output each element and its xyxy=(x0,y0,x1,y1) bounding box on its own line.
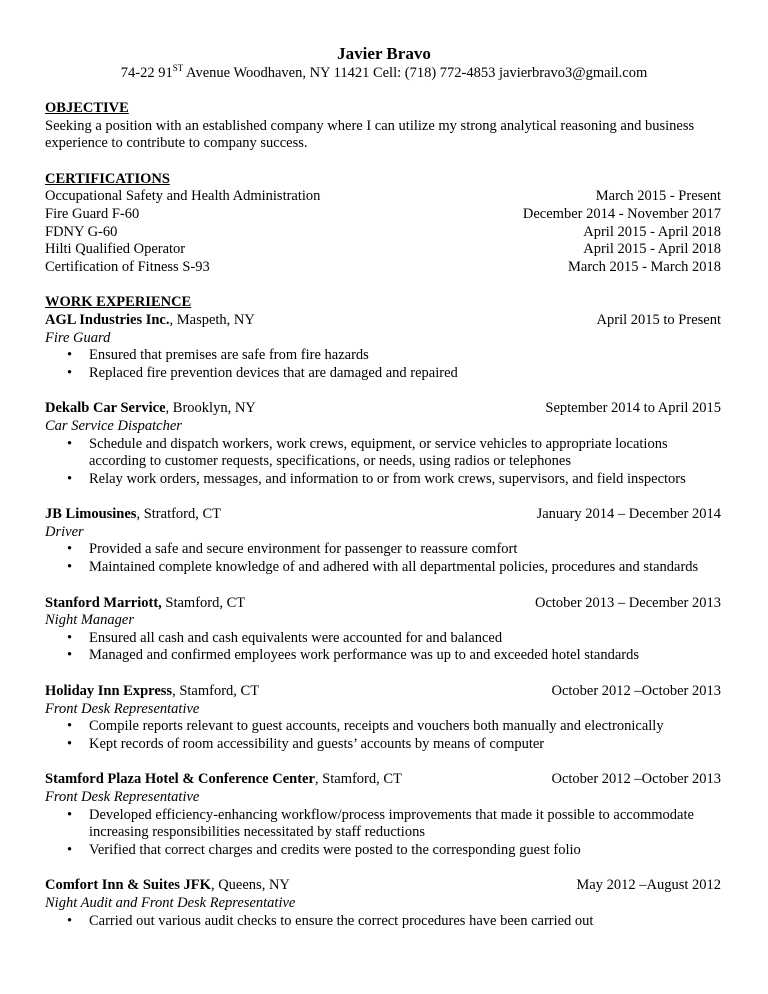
objective-text: Seeking a position with an established company where I can utilize my strong analytical reasoning and business experience to contribute to company success. xyxy=(45,117,695,152)
job-entry xyxy=(45,771,723,859)
work-experience-section xyxy=(45,294,723,930)
job-duties xyxy=(45,436,723,489)
certification-list xyxy=(45,188,723,276)
job-duties xyxy=(45,347,723,382)
certification-row xyxy=(45,259,723,277)
job-dates: October 2012 –October 2013 xyxy=(551,683,721,700)
job-dates: April 2015 to Present xyxy=(596,311,721,328)
certification-name: FDNY G-60 xyxy=(45,223,118,240)
employer-name: Comfort Inn & Suites JFK xyxy=(45,877,211,894)
certification-date: April 2015 - April 2018 xyxy=(583,241,721,258)
job-duties xyxy=(45,913,723,931)
duty-item: • Provided a safe and secure environment for passenger to reassure comfort xyxy=(89,541,723,559)
job-entry xyxy=(45,400,723,488)
duty-item: • Ensured all cash and cash equivalents were accounted for and balanced xyxy=(89,630,723,648)
employer-location: , Stamford, CT xyxy=(172,683,260,700)
employer-location: , Stratford, CT xyxy=(136,506,222,523)
job-duties xyxy=(45,807,723,860)
job-title: Front Desk Representative xyxy=(45,700,200,717)
employer-name: Dekalb Car Service xyxy=(45,400,166,417)
certification-name: Occupational Safety and Health Administration xyxy=(45,188,321,205)
job-entry xyxy=(45,683,723,753)
job-title: Night Manager xyxy=(45,612,135,629)
job-title: Night Audit and Front Desk Representative xyxy=(45,894,296,911)
certification-date: March 2015 - March 2018 xyxy=(567,258,721,275)
job-employer-line xyxy=(45,400,256,418)
duty-item: • Replaced fire prevention devices that are damaged and repaired xyxy=(89,365,723,383)
job-employer-line xyxy=(45,877,290,895)
job-entry xyxy=(45,506,723,576)
job-header xyxy=(45,595,723,613)
job-duties xyxy=(45,630,723,665)
job-employer-line xyxy=(45,312,255,330)
certification-row xyxy=(45,206,723,224)
job-employer-line xyxy=(45,771,402,789)
employer-location: Stamford, CT xyxy=(161,594,246,611)
resume-name: Javier Bravo xyxy=(337,44,431,63)
resume-page xyxy=(45,44,723,930)
duty-item: • Schedule and dispatch workers, work crews, equipment, or service vehicles to appropriate locations according to customer requests, specifications, or needs, using radios or telephones xyxy=(89,436,723,471)
duty-item: • Compile reports relevant to guest accounts, receipts and vouchers both manually and electronically xyxy=(89,718,723,736)
objective-heading: OBJECTIVE xyxy=(45,100,129,116)
job-header xyxy=(45,312,723,330)
employer-location: , Stamford, CT xyxy=(314,771,402,788)
job-employer-line xyxy=(45,595,245,613)
certification-name: Certification of Fitness S-93 xyxy=(45,258,210,275)
job-header xyxy=(45,877,723,895)
duty-item: • Kept records of room accessibility and guests’ accounts by means of computer xyxy=(89,736,723,754)
address-prefix: 74-22 91 xyxy=(120,65,173,81)
work-experience-heading: WORK EXPERIENCE xyxy=(45,294,192,311)
job-entry xyxy=(45,595,723,665)
duty-item: • Carried out various audit checks to ensure the correct procedures have been carried out xyxy=(89,913,723,931)
employer-name: JB Limousines xyxy=(45,506,137,523)
job-duties xyxy=(45,718,723,753)
certification-name: Fire Guard F-60 xyxy=(45,205,140,222)
certification-name: Hilti Qualified Operator xyxy=(45,241,186,258)
certifications-heading: CERTIFICATIONS xyxy=(45,170,170,187)
duty-item: • Maintained complete knowledge of and adhered with all departmental policies, procedures and standards xyxy=(89,559,723,577)
certification-date: March 2015 - Present xyxy=(595,188,721,205)
job-duties xyxy=(45,541,723,576)
certification-row xyxy=(45,224,723,242)
certification-date: December 2014 - November 2017 xyxy=(522,205,721,222)
employer-location: , Queens, NY xyxy=(210,877,290,894)
duty-item: • Relay work orders, messages, and information to or from work crews, supervisors, and field inspectors xyxy=(89,471,723,489)
address-rest: Avenue Woodhaven, NY 11421 Cell: (718) 772-4853 javierbravo3@gmail.com xyxy=(183,65,648,81)
employer-name: AGL Industries Inc. xyxy=(45,311,170,328)
employer-location: , Brooklyn, NY xyxy=(165,400,256,417)
job-dates: May 2012 –August 2012 xyxy=(576,877,721,894)
employer-location: , Maspeth, NY xyxy=(169,311,255,328)
certification-date: April 2015 - April 2018 xyxy=(583,223,721,240)
employer-name: Stamford Plaza Hotel & Conference Center xyxy=(45,771,315,788)
job-dates: October 2012 –October 2013 xyxy=(551,771,721,788)
job-title: Fire Guard xyxy=(45,329,111,346)
certifications-section xyxy=(45,171,723,277)
duty-item: • Ensured that premises are safe from fire hazards xyxy=(89,347,723,365)
address-superscript: ST xyxy=(172,63,184,74)
employer-name: Holiday Inn Express xyxy=(45,683,173,700)
job-dates: October 2013 – December 2013 xyxy=(534,594,721,611)
job-title: Driver xyxy=(45,523,84,540)
duty-item: • Developed efficiency-enhancing workflow/process improvements that made it possible to accommodate increasing responsibilities necessitated by staff reductions xyxy=(89,807,723,842)
job-header xyxy=(45,400,723,418)
duty-item: • Managed and confirmed employees work performance was up to and exceeded hotel standards xyxy=(89,647,723,665)
job-employer-line xyxy=(45,506,221,524)
job-entry xyxy=(45,312,723,382)
certification-row xyxy=(45,188,723,206)
job-title: Front Desk Representative xyxy=(45,789,200,805)
job-header xyxy=(45,506,723,524)
certification-row xyxy=(45,241,723,259)
employer-name: Stanford Marriott, xyxy=(45,594,162,611)
job-title: Car Service Dispatcher xyxy=(45,417,182,434)
job-list xyxy=(45,312,723,930)
job-header xyxy=(45,683,723,701)
job-header xyxy=(45,771,723,789)
job-employer-line xyxy=(45,683,259,701)
job-dates: January 2014 – December 2014 xyxy=(536,506,721,523)
duty-item: • Verified that correct charges and credits were posted to the corresponding guest folio xyxy=(89,842,723,860)
contact-line xyxy=(45,64,723,82)
job-dates: September 2014 to April 2015 xyxy=(545,400,721,417)
objective-section xyxy=(45,100,723,153)
job-entry xyxy=(45,877,723,930)
